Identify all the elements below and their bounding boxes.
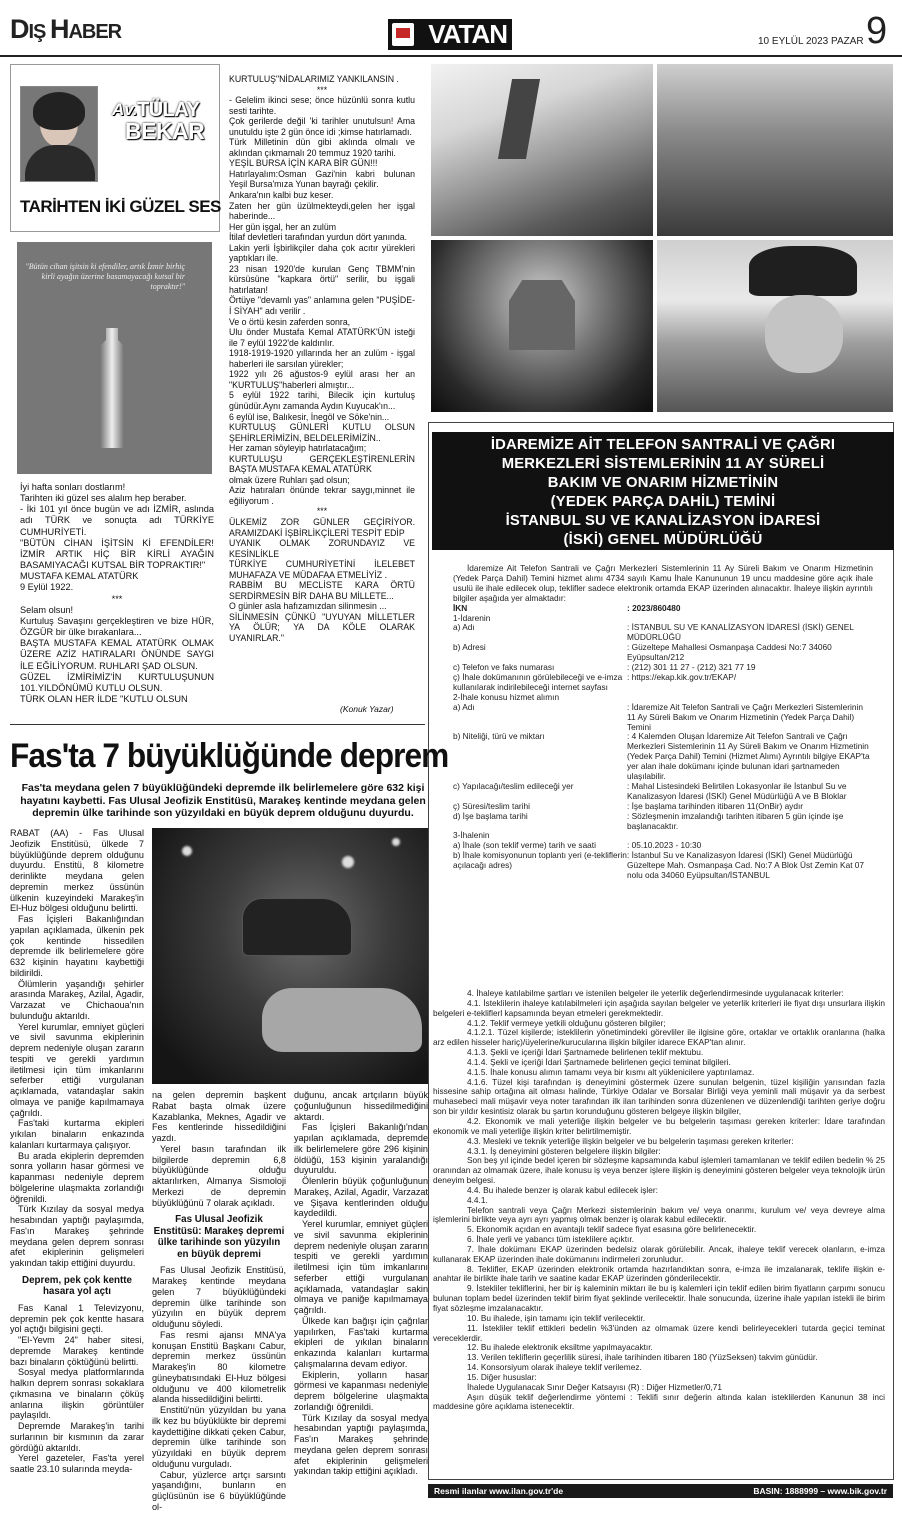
bik-link[interactable]: BASIN: 1888999 – www.bik.gov.tr [753, 1486, 887, 1496]
street-lamp [342, 856, 354, 868]
ad-paragraph: 4.1.2. Teklif vermeye yetkili olduğunu gösteren bilgiler; [467, 1017, 666, 1028]
section-label: 1-İdarenin [453, 612, 491, 623]
news-deck: Fas'ta meydana gelen 7 büyüklüğündeki depremde ilk belirlemelere göre 632 kişi hayatını kaybetti. Fas Ulusal Jeofizik Enstitüsü, Marakeş kentinde meydana gelen depremin ülke tarihinde son yüzyıldaki en büyük deprem olduğunu duyurdu. [20, 782, 426, 820]
title-line: İSTANBUL SU VE KANALİZASYON İDARESİ [505, 513, 821, 529]
ad-row [453, 782, 873, 802]
ad-row [453, 673, 873, 693]
news-subheading: Fas Ulusal Jeofizik Enstitüsü: Marakeş depremi ülke tarihinde son yüzyılın en büyük depremi [153, 1214, 285, 1260]
header-rule [0, 55, 902, 57]
row-key: ç) İhale dokümanının görülebileceği ve e-imza kullanılarak indirilebileceği internet sayfası [453, 671, 623, 692]
paragraph: 9 Eylül 1922. [20, 582, 74, 593]
row-key: c) Yapılacağı/teslim edileceği yer [453, 780, 574, 791]
ad-row [453, 643, 873, 663]
ad-row [453, 703, 873, 733]
row-value: : İstanbul Su ve Kanalizasyon İdaresi (İSKİ) Genel Müdürlüğü Güzeltepe Mah. Osmanpaşa Cad. No:7 A Blok Üst Zemin Kat 07 nolu oda 34060 Eyüpsultan/İSTANBUL [627, 850, 865, 881]
paragraph: KURTULUŞ GÜNLERİ KUTLU OLSUN ŞEHİRLERİMİZİN, BELDELERİMİZİN.. [229, 422, 415, 443]
row-value: : 4 Kalemden Oluşan İdaremize Ait Telefon Santrali ve Çağrı Merkezleri Sistemlerinin 11 Ay Süreli Bakım ve Onarım Hizmetinin (Yedek Parça Dahil) Temini (Hizmet Alımı) Ayrıntılı bilgiye EKAP'ta yer alan ihale dokümanı içinde bulunan idari şartnameden ulaşılabilir. [627, 731, 870, 782]
title-line: BAKIM VE ONARIM HİZMETİNİN [547, 475, 779, 491]
paragraph: Yerel kurumlar, emniyet güçleri ve sivil savunma ekiplerinin deprem nedeniyle oluşan zararın tespiti ve gerekli yardımın iletilmesi için tüm imkanlarını seferber ettiği vurgulanan açıklamada, vatandaşlar sakin olmaya ve paniğe kapılmamaya çağrıldı. [10, 1021, 144, 1118]
paragraph: Cabur, yüzlerce artçı sarsıntı yaşandığını, bunların en güçlüsünün ise 6 büyüklüğünde ol- [152, 1469, 286, 1512]
paragraph: "BÜTÜN CİHAN İŞİTSİN Kİ EFENDİLER! İZMİR ARTIK HİÇ BİR KİRLİ AYAĞIN BASAMIYACAĞI KUTSAL BİR TOPRAKTIR!" [20, 537, 214, 571]
paragraph: Yerel gazeteler, Fas'ta yerel saatle 23.10 sularında meyda- [10, 1453, 144, 1474]
paragraph: RABBİM BU MECLİSTE KARA ÖRTÜ SERDİRMESİN BİR DAHA BU MİLLETE... [229, 580, 415, 601]
ad-paragraph: 4.1.4. Şekli ve içeriği İdari Şartnamede belirlenen geçici teminat bilgileri. [467, 1056, 731, 1067]
paragraph: O günler asla hafızamızdan silinmesin ... [229, 601, 387, 612]
separator: *** [316, 84, 328, 95]
column-bottom-rule [10, 724, 425, 725]
paragraph: MUSTAFA KEMAL ATATÜRK [20, 571, 139, 582]
tender-ad-terms [433, 989, 885, 1412]
paragraph: 23 nisan 1920'de kurulan Genç TBMM'nin kürsüsüne "kapkara örtü" serilir, bu işgali hatırlatan! [229, 263, 415, 295]
ad-paragraph: 4.3. Mesleki ve teknik yeterliğe ilişkin belgeler ve bu belgelerin taşıması gereken kriterler: [467, 1135, 794, 1146]
ad-paragraph: 6. İhale yerli ve yabancı tüm isteklilere açıktır. [467, 1234, 634, 1245]
ad-paragraph: 14. Konsorsiyum olarak ihaleye teklif verilemez. [467, 1362, 642, 1373]
ilan-link[interactable]: Resmi ilanlar www.ilan.gov.tr'de [434, 1486, 564, 1496]
row-key: a) Adı [453, 622, 475, 633]
title-line: (YEDEK PARÇA DAHİL) TEMİNİ [550, 494, 776, 510]
paragraph: Sosyal medya platformlarında halkın deprem sonrası sokaklara çıkmasına ve binaların çöküş anlarına ilişkin görüntüler paylaşıldı. [10, 1367, 144, 1421]
ad-paragraph: 4.1.6. Tüzel kişi tarafından iş deneyimini göstermek üzere sunulan belgenin, tüzel kişiliğin yarısından fazla hissesine sahip ortağına ait olması halinde, Türkiye Odalar ve Borsalar Birliği veya yeminli mali müşavir ya da serbest muhasebeci mali müşavir veya noter tarafından ilk ilan tarihinden sonra düzenlenen ve düzenlendiği tarihten geriye doğru son bir yıldır kesintisiz olarak bu şartın korunduğunu gösteren belgeye ilişkin bilgiler, [433, 1076, 885, 1117]
paragraph: "El-Yevm 24" haber sitesi, depremde Marakeş kentinde bazı binaların çöktüğünü belirtti. [10, 1335, 144, 1367]
paragraph: TÜRK OLAN HER İLDE "KUTLU OLSUN [20, 693, 188, 704]
row-value: : Sözleşmenin imzalandığı tarihten itibaren 5 gün içinde işe başlanacaktır. [627, 810, 844, 831]
news-headline: Fas'ta 7 büyüklüğünde deprem [10, 737, 449, 775]
ad-paragraph: 13. Verilen tekliflerin geçerlilik süresi, ihale tarihinden itibaren 180 (YüzSeksen) takvim günüdür. [467, 1352, 818, 1363]
paragraph: Ankara'nın kalbi buz keser. [229, 190, 334, 201]
ad-paragraph: 8. Teklifler, EKAP üzerinden elektronik ortamda hazırlandıktan sonra, e-imza ile imzalanarak, teklife ilişkin e-anahtar ile birlikte ihale tarih ve saatine kadar EKAP üzerinden gönderilecektir. [433, 1263, 885, 1284]
paragraph: GÜZEL İZMİRİMİZ'İN KURTULUŞUNUN 101.YILDÖNÜMÜ KUTLU OLSUN. [20, 671, 214, 693]
paragraph: na gelen depremin başkent Rabat başta olmak üzere Kazablanka, Meknes, Agadir ve Fes kentlerinde hissedildiğini yazdı. [152, 1090, 286, 1143]
ad-paragraph: Aşırı düşük teklif değerlendirme yöntemi : Teklifi sınır değerin altında kalan isteklilerden Kanunun 38 inci maddesine göre açıklama istenecektir. [433, 1391, 885, 1412]
paragraph: TÜRKİYE CUMHURİYETİNİ İLELEBET MUHAFAZA VE MÜDAFAA ETMELİYİZ . [229, 559, 415, 580]
row-value: : İşe başlama tarihinden itibaren 11(OnBir) aydır [627, 800, 804, 811]
paragraph: Ekiplerin, yolların hasar görmesi ve kapanması nedeniyle deprem bölgelerine ulaşmakta zorlandığı öğrenildi. [294, 1369, 428, 1412]
paragraph: Lakin yerli İşbirlikçiler daha çok acıtır yürekleri yaptıkları ile. [229, 242, 415, 264]
row-value: : İSTANBUL SU VE KANALİZASYON İDARESİ (İSKİ) GENEL MÜDÜRLÜĞÜ [627, 622, 854, 643]
paragraph: Türk Kızılay da sosyal medya hesabından yaptığı paylaşımda, Fas'ın Marakeş şehrinde meydana gelen deprem sonrası afet ekiplerinin gelişmeleri yakından takip ettiğini duyurdu. [10, 1204, 144, 1268]
newspaper-logo[interactable]: VATAN [388, 19, 512, 50]
row-key: a) Adı [453, 701, 475, 712]
row-value: : 05.10.2023 - 10:30 [627, 840, 702, 851]
paragraph: Zaten her gün üzülmekteydi,gelen her işgal haberinde... [229, 200, 415, 222]
ad-paragraph: 4.4. Bu ihalede benzer iş olarak kabul edilecek işler: [467, 1184, 658, 1195]
paragraph: Ve o örtü kesin zaferden sonra, [229, 316, 351, 327]
ikn-value: : 2023/860480 [627, 602, 681, 613]
paragraph: UYANIK OLMAK ZORUNDAYIZ VE KESİNLİKLE [229, 538, 415, 559]
ad-intro: İdaremize Ait Telefon Santrali ve Çağrı Merkezleri Sistemlerinin 11 Ay Süreli Bakım ve Onarım Hizmetinin (Yedek Parça Dahil) Temini hizmet alımı 4734 sayılı Kamu İhale Kanununun 19 uncu maddesine göre açık ihale usulü ile ihale edilecek olup, teklifler sadece elektronik ortamda EKAP üzerinden alınacaktır. İhaleye ilişkin ayrıntılı bilgiler aşağıda yer almaktadır: [453, 563, 873, 603]
ad-paragraph: Son beş yıl içinde bedel içeren bir sözleşme kapsamında kabul işlemleri tamamlanan ve teklif edilen bedelin % 25 oranından az olmamak üzere, ihale konusu iş veya benzer işlere ilişkin iş deneyimini gösteren belgeler veya teknolojik ürün deneyim belgesi. [433, 1155, 885, 1186]
logo-emblem-icon [392, 23, 414, 46]
row-value: : (212) 301 11 27 - (212) 321 77 19 [627, 662, 756, 673]
ad-paragraph: 4.3.1. İş deneyimini gösteren belgelere ilişkin bilgiler: [467, 1145, 661, 1156]
tender-ad-title [432, 432, 894, 550]
paragraph: Örtüye "devamlı yas" anlamına gelen "PUŞİDE-İ SİYAH" adı verilir . [229, 295, 415, 317]
title-line: (İSKİ) GENEL MÜDÜRLÜĞÜ [563, 532, 763, 548]
row-value: : https://ekap.kik.gov.tr/EKAP/ [627, 671, 737, 682]
ad-paragraph: 5. Ekonomik açıdan en avantajlı teklif sadece fiyat esasına göre belirlenecektir. [467, 1224, 757, 1235]
row-key: d) İşe başlama tarihi [453, 810, 528, 821]
paragraph: Ulu önder Mustafa Kemal ATATÜRK'ÜN isteği ile 7 eylül 1922'de kaldırılır. [229, 327, 415, 348]
column-title: TARİHTEN İKİ GÜZEL SES [20, 197, 221, 216]
paragraph: Fas Ulusal Jeofizik Enstitüsü, Marakeş kentinde meydana gelen 7 büyüklüğündeki depremin ülke tarihinde son yüzyılın en büyük deprem olduğunu söyledi. [152, 1265, 286, 1329]
row-key: b) İhale komisyonunun toplantı yeri (e-tekliflerin açılacağı adres) [453, 850, 627, 871]
separator: *** [111, 593, 123, 604]
street-lamp [182, 846, 192, 856]
paragraph: BAŞTA MUSTAFA KEMAL ATATÜRK OLMAK ÜZERE AZİZ HATIRALARI ÖNÜNDE SAYGI İLE EĞİLİYORUM. RUHLARI ŞAD OLSUN. [20, 638, 214, 671]
paragraph: Fas resmi ajansı MNA'ya konuşan Enstitü Başkanı Cabur, depremin merkez üssünün Marakeş'in 80 kilometre güneybatısındaki El-Huz bölgesi olduğunu ve 400 kilometrelik alanda hissedildiğini belirtti. [152, 1329, 286, 1405]
row-key: b) Niteliği, türü ve miktarı [453, 731, 545, 742]
car-shape [242, 898, 352, 956]
news-col-3 [294, 1090, 428, 1477]
news-subheading: Deprem, pek çok kentte hasara yol açtı [22, 1274, 132, 1298]
paragraph: Çok gerilerde değil 'ki tarihler unutulsun! Ama unutuldu işte 2 gün önce idi ;kimse hatırlamadı. [229, 116, 415, 137]
author-first-name: TÜLAY [137, 99, 200, 121]
ad-paragraph: 12. Bu ihalede elektronik eksiltme yapılmayacaktır. [467, 1342, 653, 1353]
paragraph: Ölümlerin yaşandığı şehirler arasında Marakeş, Azilal, Agadir, Varzazat ve Chichaoua'nın bulunduğu aktarıldı. [10, 978, 144, 1021]
ad-paragraph: 4.1.3. Şekli ve içeriği İdari Şartnamede belirlenen teklif mektubu. [467, 1047, 704, 1058]
news-col-2 [152, 1090, 286, 1513]
paragraph: Hatırlayalım:Osman Gazi'nin kabri bulunan Yeşil Bursa'mıza Yunan bayrağı çekilir. [229, 168, 415, 190]
paragraph: Türk Milletinin dün gibi aklında olmalı ve aklından çıkmamalı 20 temmuz 1920 tarihi. [229, 137, 415, 158]
column-text-2 [229, 74, 415, 644]
parliament-hall-photo [431, 240, 653, 412]
paragraph: ÜLKEMİZ ZOR GÜNLER GEÇİRİYOR. ARAMIZDAKİ İŞBİRLİKÇİLERİ TESPİT EDİP [229, 516, 415, 538]
ad-paragraph: 4.1. İsteklilerin ihaleye katılabilmeleri için aşağıda sayılan belgeler ve yeterlik kriterleri ile fiyat dışı unsurlara ilişkin belgeleri e-tekliflerl kapsamında beyan etmeleri gerekmektedir. [433, 997, 885, 1018]
section-label: 2-İhale konusu hizmet alımın [453, 691, 560, 702]
street-lamp [392, 838, 400, 846]
author-hair-shape [33, 92, 85, 130]
paragraph: - İki 101 yıl önce bugün ve adı İZMİR, aslında adı TÜRK ve sonuçta adı TÜRKİYE CUMHURİYETİ. [20, 504, 214, 537]
row-key: b) Adresi [453, 642, 486, 653]
ad-paragraph: Telefon santrali veya Çağrı Merkezi sistemlerinin bakım ve/ veya onarımı, kurulum ve/ veya devreye alma işlemlerini birlikte veya ayrı ayrı yapmış olmak benzer iş olarak kabul edilecektir. [433, 1204, 885, 1225]
paragraph: Selam olsun! [20, 604, 74, 615]
row-value: : İdaremize Ait Telefon Santrali ve Çağrı Merkezleri Sistemlerinin 11 Ay Süreli Bakım ve Onarım Hizmetinin (Yedek Parça Dahil) Temini [627, 701, 863, 732]
paragraph: Ölenlerin büyük çoğunluğunun Marakeş, Azilal, Agadir, Varzazat ve Şişava kentlerinden olduğu kaydedildi. [294, 1176, 428, 1219]
ad-paragraph: 10. Bu ihalede, işin tamamı için teklif verilecektir. [467, 1312, 645, 1323]
ad-paragraph: 11. İstekliler teklif ettikleri bedelin %3'ünden az olmamak üzere kendi belirleyecekleri tutarda geçici teminat vereceklerdir. [433, 1322, 885, 1343]
ataturk-izmir-artwork [17, 242, 212, 474]
ikn-row [453, 604, 873, 614]
paragraph: Depremde Marakeş'in tarihi surlarının bir kısmının da zarar gördüğü aktarıldı. [10, 1421, 144, 1453]
paragraph: Her zaman söyleyip hatırlatacağım; [229, 443, 367, 454]
ad-row [453, 851, 873, 881]
paragraph: SİLİNMESİN ÇÜNKÜ "UYUYAN MİLLETLER YA ÖLÜR; YA DA KÖLE OLARAK UYANIRLAR." [229, 611, 415, 643]
paragraph: 1918-1919-1920 yıllarında her an zulüm - işgal haberleri ile sarsılan yürekler; [229, 348, 415, 369]
paragraph: Aziz hatıraları önünde tekrar saygı,minnet ile eğiliyorum . [229, 485, 415, 506]
ad-row [453, 732, 873, 782]
section-title: DIŞ HABER [10, 14, 122, 44]
paragraph: - Gelelim ikinci sese; önce hüzünlü sonra kutlu sesti tarihte. [229, 95, 415, 116]
paragraph: 1922 yılı 26 ağustos-9 eylül arası her an "KURTULUŞ"haberleri almıştır... [229, 369, 415, 390]
ad-row [453, 623, 873, 643]
title-line: MERKEZLERİ SİSTEMLERİNİN 11 AY SÜRELİ [501, 456, 825, 472]
tender-ad-body [453, 564, 873, 881]
artwork-quote: "Bütün cihan işitsin ki efendiler, artık İzmir birhiç kirli ayağın üzerine basamayacağı kutsal bir topraktır!" [25, 262, 185, 291]
blankets-shape [262, 988, 422, 1052]
paragraph: İtilaf devletleri tarafından yurdun dört yanında. [229, 232, 408, 243]
paragraph: KURTULUŞ"NİDALARIMIZ YANKILANSIN . [229, 74, 399, 84]
author-last-name: BEKAR [125, 118, 205, 144]
paragraph: Bu arada ekiplerin depremden sonra yolların hasar görmesi ve kapanması nedeniyle deprem bölgelerine ulaşmakta zorlandığı öğrenildi. [10, 1150, 144, 1204]
paragraph: Fas'taki kurtarma ekipleri yıkılan binaların enkazında kalanları kurtarmaya çalışıyor. [10, 1118, 144, 1150]
byline: (Konuk Yazar) [340, 704, 394, 714]
ad-paragraph: 4. İhaleye katılabilme şartları ve istenilen belgeler ile yeterlik değerlendirmesinde uygulanacak kriterler: [467, 988, 844, 998]
author-prefix: Av. [112, 100, 138, 119]
paragraph: Tarihten iki güzel ses alalım hep beraber. [20, 493, 187, 504]
paragraph: İyi hafta sonları dostlarım! [20, 482, 126, 492]
paragraph: Her gün işgal, her an zulüm [229, 221, 336, 232]
ad-row [453, 812, 873, 832]
clock-tower-shape [97, 328, 127, 448]
row-key: ç) Süresi/teslim tarihi [453, 800, 530, 811]
ad-paragraph: 9. İstekliler tekliflerini, her bir iş kaleminin miktarı ile bu iş kalemleri için teklif edilen birim fiyatların çarpımı sonucu bulunan toplam bedel üzerinden teklif birim fiyat şeklinde verilecektir. İhale sonucunda, üzerine ihale yapılan istekli ile birim fiyat sözleşme imzalanacaktır. [433, 1283, 885, 1313]
soldiers-photo [657, 64, 893, 236]
paragraph: Türk Kızılay da sosyal medya hesabından yaptığı paylaşımda, Fas'ın Marakeş şehrinde meydana gelen deprem sonrası afet ekiplerinin gelişmeleri yakından takip ettiğini açıkladı. [294, 1412, 428, 1477]
issue-date: 10 EYLÜL 2023 PAZAR [758, 36, 864, 47]
paragraph: Yerel basın tarafından ilk bilgilerde depremin 6,8 büyüklüğünde olduğu aktarılırken, Almanya Sismoloji Merkezi de depremin büyüklüğünü 7 olarak açıkladı. [152, 1143, 286, 1208]
ad-paragraph: 4.1.5. İhale konusu alımın tamamı veya bir kısmı alt yüklenicilere yaptırılamaz. [467, 1066, 755, 1077]
paragraph: Fas İçişleri Bakanlığından yapılan açıklamada, ülkenin pek çok kentinde hissedilen depremde ilk belirlemelere göre 632 kişinin hayatını kaybettiği bildirildi. [10, 914, 144, 978]
paragraph: Fas Kanal 1 Televizyonu, depremin pek çok kentte hasara yol açtığı bilgisini geçti. [10, 1302, 144, 1335]
paragraph: Enstitü'nün yüzyıldan bu yana ilk kez bu büyüklükte bir depremi kaydettiğine dikkati çeken Cabur, depremin ülke tarihinde son yüzyıldaki en büyük deprem olduğunu vurguladı. [152, 1405, 286, 1469]
paragraph: duğunu, ancak artçıların büyük çoğunluğunun hissedilmediğini aktardı. [294, 1090, 428, 1122]
column-text-1 [20, 482, 214, 705]
row-value: : Güzeltepe Mahallesi Osmanpaşa Caddesi No:7 34060 Eyüpsultan/212 [627, 642, 832, 663]
row-value: : Mahal Listesindeki Belirtilen Lokasyonlar ile İstanbul Su ve Kanalizasyon İdaresi (İSKİ) Genel Müdürlüğü A ve B Bloklar [627, 780, 847, 801]
row-key: c) Telefon ve faks numarası [453, 662, 555, 673]
ad-paragraph: 4.1.2.1. Tüzel kişilerde; isteklilerin yönetimindeki görevliler ile ilgisine göre, ortaklar ve ortaklık oranlarına (halka arz edilen hisseler hariç)/üyelerine/kurucularına ilişkin bilgiler idarece EKAP'tan alınır. [433, 1027, 885, 1048]
ad-paragraph: İhalede Uygulanacak Sınır Değer Katsayısı (R) : Diğer Hizmetler/0,71 [467, 1381, 723, 1392]
paragraph: Ülkede kan bağışı için çağrılar yapılırken, Fas'taki kurtarma ekipleri de yıkılan binaların enkazında kalanları kurtarma çalışmalarına devam ediyor. [294, 1315, 428, 1369]
flag-balcony-photo [431, 64, 653, 236]
ad-paragraph: 7. İhale dokümanı EKAP üzerinden bedelsiz olarak görülebilir. Ancak, ihaleye teklif verecek olanların, e-imza kullanarak EKAP üzerinden ihale dokümanını indirmeleri zorunludur. [433, 1243, 885, 1264]
paragraph: RABAT (AA) - Fas Ulusal Jeofizik Enstitüsü, ülkede 7 büyüklüğünde deprem olduğunu duyurdu. Enstitü, 8 kilometre derinlikte meydana gelen depremin merkez üssünün ülkenin kuzeyindeki Marakeş'in El-Huz bölgesi olduğunu belirtti. [10, 828, 144, 914]
paragraph: KURTULUŞU GERÇEKLEŞTİRENLERİN BAŞTA MUSTAFA KEMAL ATATÜRK [229, 453, 415, 475]
ad-paragraph: 4.2. Ekonomik ve mali yeterliğe ilişkin belgeler ve bu belgelerin taşıması gereken kriterler: İdare tarafından ekonomik ve mali yeterliğe ilişkin kriter belirtilmemiştir. [433, 1115, 885, 1136]
ad-paragraph: 15. Diğer hususlar: [467, 1371, 537, 1382]
ataturk-portrait-photo [657, 240, 893, 412]
page-number: 9 [866, 10, 888, 52]
paragraph: Yerel kurumlar, emniyet güçleri ve sivil savunma ekiplerinin deprem nedeniyle oluşan zararın tespiti ve gerekli yardımın iletilmesi için tüm imkanlarını seferber ettiği vurgulanan açıklamada, vatandaşlar sakin olmaya ve paniğe kapılmamaya çağrıldı. [294, 1219, 428, 1315]
paragraph: YEŞİL BURSA İÇİN KARA BİR GÜN!!! [229, 158, 378, 169]
ikn-label: İKN [453, 602, 468, 613]
earthquake-night-photo [152, 828, 428, 1084]
row-key: a) İhale (son teklif verme) tarih ve saati [453, 840, 596, 851]
ad-paragraph: 4.4.1. [467, 1194, 488, 1205]
paragraph: Fas İçişleri Bakanlığı'ndan yapılan açıklamada, depremde ilk belirlemelere göre 296 kişinin öldüğü, 153 kişinin yaralandığı duyuruldu. [294, 1122, 428, 1176]
ad-footer-bar [428, 1484, 893, 1498]
news-col-1 [10, 828, 144, 1475]
separator: *** [316, 506, 328, 517]
paragraph: olmak üzere Ruhları şad olsun; [229, 474, 350, 485]
paragraph: 6 eylül ise, Balıkesir, İnegöl ve Söke'nin... [229, 411, 390, 422]
paragraph: Kurtuluş Savaşını gerçekleştiren ve bize HÜR, ÖZGÜR bir ülke bırakanlara... [20, 615, 214, 638]
section-label: 3-İhalenin [453, 830, 490, 841]
title-line: İDAREMİZE AİT TELEFON SANTRALİ VE ÇAĞRI [490, 437, 836, 453]
paragraph: 5 eylül 1922 tarihi, Bilecik için kurtuluş günüdür.Aynı zamanda Aydın Kuyucak'ın... [229, 390, 415, 411]
